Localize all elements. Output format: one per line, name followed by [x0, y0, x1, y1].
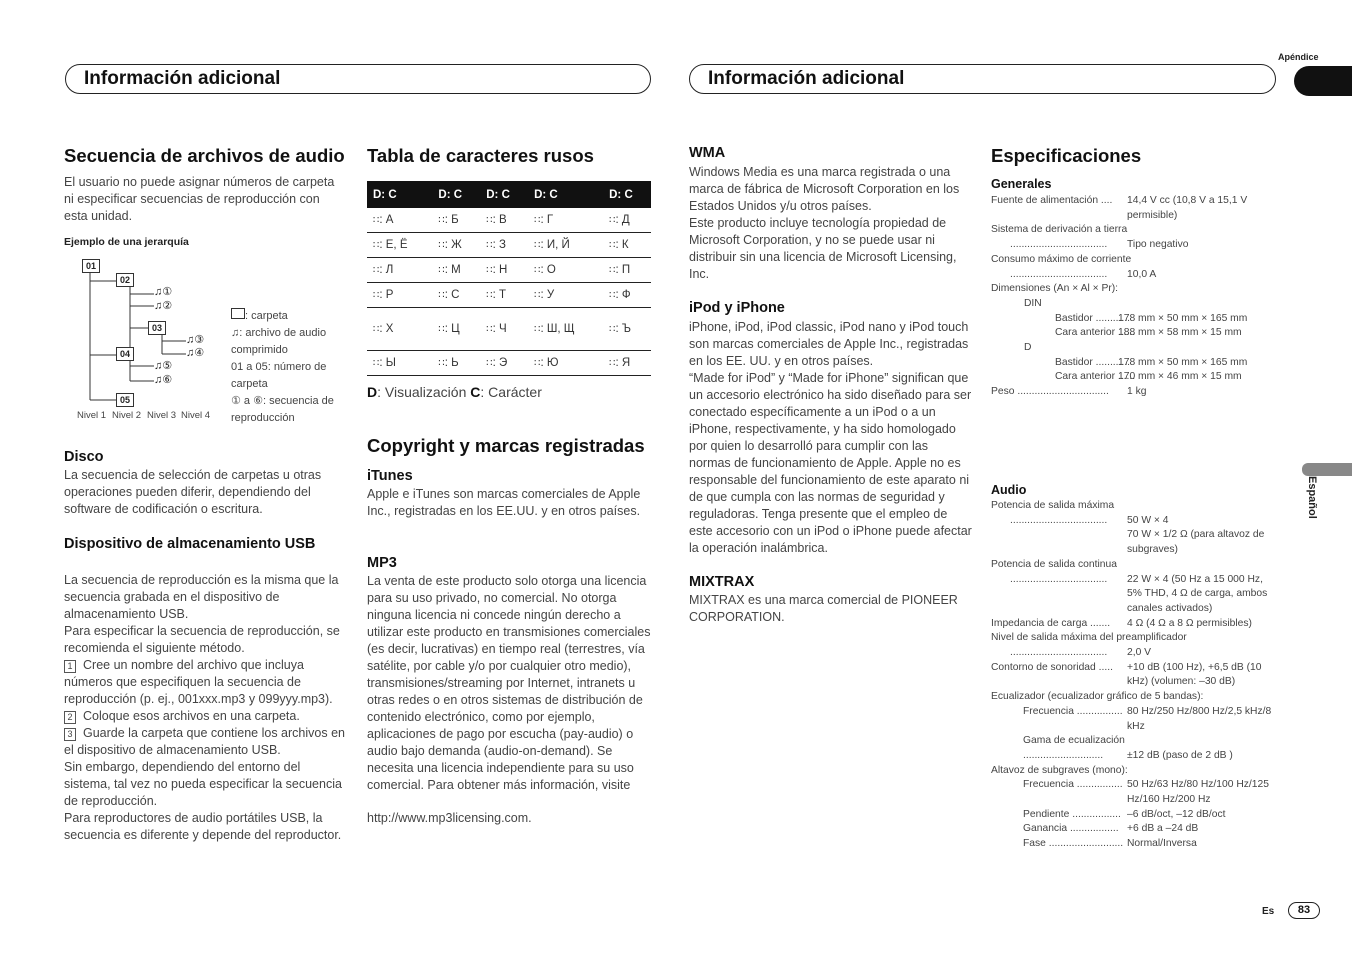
hierarchy-example-label: Ejemplo de una jerarquía: [64, 236, 189, 248]
ipod-text-1: iPhone, iPod, iPod classic, iPod nano y iPod touch son marcas comerciales de Apple Inc., registradas en los EE. UU. y en otros países.: [689, 320, 969, 368]
spec-row: [1023, 822, 1199, 837]
table-row: [367, 208, 651, 233]
spec-label: Cara anterior ......: [1055, 327, 1136, 339]
spec-row: [1023, 749, 1233, 764]
usb-step-1: 1 Cree un nombre del archivo que incluya números que especifiquen la secuencia de reproducción (p. ej., 001xxx.mp3 y 099yyy.mp3).: [64, 658, 333, 706]
spec-label: Altavoz de subgraves (mono):: [991, 764, 1128, 776]
table-cell: ∷: З: [480, 233, 528, 258]
character-value: Е, Ё: [385, 239, 408, 251]
mp3-title: MP3: [367, 555, 397, 571]
table-header-cell: D: C: [528, 181, 603, 208]
spec-label: Potencia de salida continua: [991, 558, 1117, 570]
file-4: ♫④: [186, 347, 205, 359]
spec-label: D: [1024, 342, 1032, 353]
spec-label: ..................................: [1010, 239, 1108, 251]
level-4: Nivel 4: [181, 410, 211, 421]
table-cell: ∷: Э: [480, 351, 528, 376]
character-value: Э: [499, 357, 508, 369]
hierarchy-lines: [76, 255, 236, 415]
table-cell: ∷: Д: [603, 208, 651, 233]
specs-title: Especificaciones: [991, 145, 1142, 166]
spec-label: Cara anterior ......: [1055, 371, 1136, 383]
character-value: Я: [621, 357, 631, 369]
display-glyph-icon: ∷: [486, 324, 493, 335]
character-value: П: [621, 264, 631, 276]
wma-title: WMA: [689, 145, 726, 161]
header-right-bar: [689, 64, 1276, 94]
table-row: [367, 308, 651, 351]
spec-row: [991, 617, 1252, 632]
table-cell: ∷: Н: [480, 258, 528, 283]
spec-row: [991, 253, 1131, 268]
spec-label: ..................................: [1010, 268, 1108, 280]
level-3: Nivel 3: [147, 410, 177, 421]
folder-02: 02: [116, 273, 134, 287]
display-glyph-icon: ∷: [609, 358, 616, 369]
spec-value: 50 Hz/63 Hz/80 Hz/100 Hz/125 Hz/160 Hz/200 Hz: [1127, 779, 1269, 805]
display-glyph-icon: ∷: [438, 358, 445, 369]
page-number: 83: [1288, 902, 1320, 919]
table-cell: ∷: Ю: [528, 351, 603, 376]
mixtrax-text: MIXTRAX es una marca comercial de PIONEER CORPORATION.: [689, 593, 958, 624]
display-glyph-icon: ∷: [438, 240, 445, 251]
spec-label: Frecuencia ................: [1023, 779, 1123, 791]
display-glyph-icon: ∷: [438, 324, 445, 335]
level-2: Nivel 2: [112, 410, 142, 421]
level-1: Nivel 1: [77, 410, 107, 421]
usb-step-2: 2 Coloque esos archivos en una carpeta.: [64, 708, 348, 725]
mp3-url: http://www.mp3licensing.com.: [367, 811, 532, 825]
spec-label: Gama de ecualización: [1023, 735, 1125, 747]
display-glyph-icon: ∷: [373, 290, 380, 301]
table-cell: ∷: В: [480, 208, 528, 233]
generales-title: Generales: [991, 177, 1052, 191]
spec-label: Bastidor ............: [1055, 312, 1130, 324]
disco-text: La secuencia de selección de carpetas u otras operaciones pueden diferir, dependiendo del software de codificación o escritura.: [64, 468, 322, 516]
spec-value: 1 kg: [1127, 386, 1147, 398]
music-note-icon: ♫: [154, 374, 163, 386]
table-header-cell: D: C: [603, 181, 651, 208]
audio-sequence-title: Secuencia de archivos de audio: [64, 145, 345, 166]
table-cell: ∷: С: [432, 283, 480, 308]
character-value: С: [451, 289, 460, 301]
legend-sequence: ① a ⑥: secuencia de reproducción: [231, 395, 334, 424]
spec-row: [1023, 734, 1125, 749]
language-tab: [1302, 463, 1352, 476]
display-glyph-icon: ∷: [438, 290, 445, 301]
display-glyph-icon: ∷: [534, 265, 541, 276]
usb-text-4: Para reproductores de audio portátiles USB, la secuencia es diferente y depende del reproductor.: [64, 811, 342, 842]
display-glyph-icon: ∷: [609, 240, 616, 251]
side-language-label: Español: [1306, 476, 1318, 519]
character-value: Ч: [499, 323, 507, 335]
spec-row: [1024, 341, 1031, 356]
spec-value: 10,0 A: [1127, 268, 1157, 280]
spec-value: 4 Ω (4 Ω a 8 Ω permisibles): [1127, 617, 1252, 629]
spec-row: [1010, 238, 1189, 253]
spec-value: 178 mm × 50 mm × 165 mm: [1118, 312, 1248, 324]
character-value: Ш, Щ: [546, 323, 575, 335]
spec-label: Fuente de alimentación ....: [991, 195, 1113, 206]
character-value: Х: [385, 323, 394, 335]
table-cell: ∷: Ф: [603, 283, 651, 308]
spec-label: ..................................: [1010, 514, 1108, 526]
disco-title: Disco: [64, 449, 104, 465]
itunes-title: iTunes: [367, 468, 413, 484]
spec-value: 188 mm × 58 mm × 15 mm: [1118, 327, 1242, 339]
spec-label: Contorno de sonoridad .....: [991, 661, 1113, 673]
character-value: Ж: [451, 239, 462, 251]
spec-label: ..................................: [1010, 647, 1108, 658]
table-cell: ∷: Т: [480, 283, 528, 308]
table-row: [367, 258, 651, 283]
character-value: У: [546, 289, 555, 301]
table-header-cell: D: C: [367, 181, 432, 208]
usb-title: Dispositivo de almacenamiento USB: [64, 536, 316, 552]
display-glyph-icon: ∷: [609, 324, 616, 335]
spec-value: 170 mm × 46 mm × 15 mm: [1118, 371, 1242, 383]
spec-row: [1010, 646, 1152, 661]
display-glyph-icon: ∷: [486, 240, 493, 251]
spec-label: Impedancia de carga .......: [991, 617, 1111, 629]
table-cell: ∷: У: [528, 283, 603, 308]
display-glyph-icon: ∷: [373, 240, 380, 251]
display-glyph-icon: ∷: [373, 265, 380, 276]
table-row: [367, 233, 651, 258]
table-cell: ∷: Г: [528, 208, 603, 233]
spec-value: +10 dB (100 Hz), +6,5 dB (10 kHz) (volumen: –30 dB): [1127, 661, 1262, 688]
usb-step-3: 3 Guarde la carpeta que contiene los archivos en el dispositivo de almacenamiento USB.: [64, 726, 345, 757]
display-glyph-icon: ∷: [609, 265, 616, 276]
file-1: ♫①: [154, 286, 173, 298]
character-value: Г: [546, 214, 554, 226]
usb-text-1: La secuencia de reproducción es la misma que la secuencia grabada en el dispositivo de almacenamiento USB.: [64, 573, 339, 621]
appendix-tab: [1294, 66, 1352, 96]
character-value: Р: [385, 289, 394, 301]
music-note-icon: ♫: [154, 360, 163, 372]
spec-row: [1055, 356, 1248, 371]
table-row: [367, 283, 651, 308]
display-glyph-icon: ∷: [534, 215, 541, 226]
spec-label: ..................................: [1010, 573, 1108, 585]
legend-file: ♫: archivo de audio comprimido: [231, 327, 327, 356]
spec-value: Tipo negativo: [1127, 239, 1189, 251]
character-value: Н: [499, 264, 508, 276]
spec-value: 2,0 V: [1127, 647, 1152, 658]
spec-row: [1023, 808, 1226, 823]
folder-03: 03: [148, 321, 166, 335]
table-cell: ∷: Я: [603, 351, 651, 376]
russian-table-title: Tabla de caracteres rusos: [367, 145, 594, 166]
spec-row: [1010, 514, 1169, 529]
spec-row: [991, 282, 1118, 297]
character-value: Д: [621, 214, 630, 226]
spec-value: –6 dB/oct, –12 dB/oct: [1127, 808, 1226, 820]
folder-05: 05: [116, 393, 134, 407]
spec-row: [991, 764, 1128, 779]
table-cell: ∷: А: [367, 208, 432, 233]
spec-row: [1055, 312, 1248, 327]
spec-label: Potencia de salida máxima: [991, 500, 1115, 511]
audio-title: Audio: [991, 483, 1027, 497]
spec-value: 50 W × 4: [1127, 514, 1169, 526]
usb-text-3: Sin embargo, dependiendo del entorno del sistema, tal vez no pueda especificar la secuencia de reproducción.: [64, 760, 342, 808]
display-glyph-icon: ∷: [534, 290, 541, 301]
spec-value: ±12 dB (paso de 2 dB ): [1127, 749, 1233, 761]
table-cell: ∷: Ъ: [603, 308, 651, 351]
appendix-label: Apéndice: [1278, 52, 1319, 62]
music-note-icon: ♫: [231, 327, 240, 339]
spec-row: [1055, 326, 1242, 341]
display-glyph-icon: ∷: [486, 215, 493, 226]
legend-folder: : carpeta: [231, 308, 343, 325]
header-left-title: Información adicional: [84, 68, 281, 89]
spec-row: [1010, 573, 1268, 614]
spec-row: [991, 385, 1147, 400]
character-value: И, Й: [546, 239, 570, 251]
spec-row: [991, 223, 1127, 238]
display-glyph-icon: ∷: [609, 215, 616, 226]
usb-text-2: Para especificar la secuencia de reproducción, se recomienda el siguiente método.: [64, 624, 340, 655]
spec-value: 14,4 V cc (10,8 V a 15,1 V permisible): [1127, 195, 1248, 221]
spec-row: [1023, 778, 1269, 805]
spec-label: Pendiente .................: [1023, 808, 1121, 820]
table-header-row: [367, 181, 651, 208]
spec-value: 178 mm × 50 mm × 165 mm: [1118, 356, 1248, 368]
table-cell: ∷: Ж: [432, 233, 480, 258]
spec-row: [1023, 705, 1272, 732]
table-cell: ∷: Ч: [480, 308, 528, 351]
display-glyph-icon: ∷: [534, 240, 541, 251]
header-right-title: Información adicional: [708, 68, 905, 89]
spec-label: Peso ................................: [991, 386, 1109, 398]
spec-row: [1023, 837, 1197, 852]
spec-label: Ganancia .................: [1023, 823, 1119, 835]
table-body: [367, 208, 651, 376]
table-row: [367, 351, 651, 376]
folder-04: 04: [116, 347, 134, 361]
file-6: ♫⑥: [154, 374, 173, 386]
character-value: Л: [385, 264, 394, 276]
folder-icon: [231, 308, 245, 319]
spec-label: DIN: [1024, 297, 1042, 309]
table-cell: ∷: Ь: [432, 351, 480, 376]
character-value: З: [499, 239, 506, 251]
display-glyph-icon: ∷: [373, 215, 380, 226]
spec-label: Dimensiones (An × Al × Pr):: [991, 283, 1119, 295]
table-cell: ∷: К: [603, 233, 651, 258]
file-5: ♫⑤: [154, 360, 173, 372]
music-note-icon: ♫: [186, 347, 195, 359]
table-cell: ∷: М: [432, 258, 480, 283]
table-cell: ∷: О: [528, 258, 603, 283]
character-value: Т: [499, 289, 507, 301]
spec-row: [991, 661, 1262, 688]
character-value: Ъ: [621, 323, 631, 335]
spec-label: Ecualizador (ecualizador gráfico de 5 bandas):: [991, 691, 1204, 703]
character-value: Ю: [546, 357, 559, 369]
spec-label: Nivel de salida máxima del preamplificador: [991, 632, 1187, 644]
spec-value: +6 dB a –24 dB: [1127, 823, 1199, 835]
spec-row: [991, 499, 1114, 514]
character-value: Ь: [451, 357, 459, 369]
spec-value: Normal/Inversa: [1127, 838, 1197, 850]
table-header-cell: D: C: [432, 181, 480, 208]
footer-lang: Es: [1262, 906, 1275, 917]
display-glyph-icon: ∷: [534, 324, 541, 335]
table-cell: ∷: Х: [367, 308, 432, 351]
display-glyph-icon: ∷: [486, 358, 493, 369]
spec-row: [991, 631, 1187, 646]
ipod-text-2: “Made for iPod” y “Made for iPhone” significan que un accesorio electrónico ha sido diseñado para ser conectado específicamente a un iPod o a un iPhone, respectivamente, y ha sido homologado por quien lo desarrolló para cumplir con las normas de funcionamiento de Apple. Apple no es responsable del funcionamiento de este aparato ni de que cumpla con las normas de seguridad y reguladoras. Tenga presente que el empleo de este accesorio con un iPod o iPhone puede afectar la operación inalámbrica.: [689, 371, 972, 555]
wma-text-2: Este producto incluye tecnología propiedad de Microsoft Corporation, y no se puede usar ni distribuir sin una licencia de Microsoft Licensing, Inc.: [689, 216, 957, 281]
music-note-icon: ♫: [154, 300, 163, 312]
table-cell: ∷: Е, Ё: [367, 233, 432, 258]
table-legend: D: Visualización C: Carácter: [367, 384, 542, 400]
file-3: ♫③: [186, 334, 205, 346]
spec-value: 70 W × 1/2 Ω (para altavoz de subgraves): [1127, 529, 1265, 556]
spec-value: 22 W × 4 (50 Hz a 15 000 Hz, 5% THD, 4 Ω de carga, ambos canales activados): [1127, 573, 1268, 614]
display-glyph-icon: ∷: [373, 324, 380, 335]
spec-row: [1055, 370, 1242, 385]
display-glyph-icon: ∷: [534, 358, 541, 369]
spec-label: Bastidor ............: [1055, 356, 1130, 368]
spec-label: Frecuencia ................: [1023, 705, 1123, 717]
spec-label: Sistema de derivación a tierra: [991, 224, 1128, 236]
file-2: ♫②: [154, 300, 173, 312]
folder-01: 01: [82, 259, 100, 273]
character-value: О: [546, 264, 556, 276]
character-value: Ф: [621, 289, 631, 301]
table-cell: ∷: Ш, Щ: [528, 308, 603, 351]
character-value: Ы: [385, 357, 396, 369]
spec-label: ............................: [1023, 749, 1104, 761]
character-value: Б: [451, 214, 459, 226]
ipod-title: iPod y iPhone: [689, 300, 785, 316]
spec-row: [991, 558, 1117, 573]
character-value: В: [499, 214, 507, 226]
table-cell: ∷: П: [603, 258, 651, 283]
music-note-icon: ♫: [154, 286, 163, 298]
display-glyph-icon: ∷: [373, 358, 380, 369]
spec-row: [991, 690, 1203, 705]
spec-label: Fase ..........................: [1023, 838, 1124, 850]
mixtrax-title: MIXTRAX: [689, 574, 755, 590]
table-cell: ∷: И, Й: [528, 233, 603, 258]
display-glyph-icon: ∷: [486, 265, 493, 276]
spec-row: [1010, 268, 1157, 283]
spec-value: 80 Hz/250 Hz/800 Hz/2,5 kHz/8 kHz: [1127, 705, 1272, 732]
legend-numbers: 01 a 05: número de carpeta: [231, 361, 327, 390]
display-glyph-icon: ∷: [438, 215, 445, 226]
display-glyph-icon: ∷: [486, 290, 493, 301]
table-cell: ∷: Ы: [367, 351, 432, 376]
character-value: М: [451, 264, 461, 276]
mp3-text: La venta de este producto solo otorga una licencia para su uso privado, no comercial. No otorga ninguna licencia ni concede ningún derecho a utilizar este producto en transmisiones comerciales (es decir, lucrativas) en tiempo real (terrestres, vía satélite, por cable y/o por cualquier otro medio), transmisiones/streaming por Internet, intranets u otras redes o en otros sistemas de distribución de contenido electrónico, como por ejemplo, aplicaciones de pago por escucha (pay-audio) o audio bajo demanda (audio-on-demand). Se necesita una licencia independiente para su uso comercial. Para obtener más información, visite: [367, 574, 651, 792]
spec-row: [1024, 297, 1042, 312]
display-glyph-icon: ∷: [609, 290, 616, 301]
character-value: Ц: [451, 323, 460, 335]
table-cell: ∷: Ц: [432, 308, 480, 351]
audio-sequence-intro: El usuario no puede asignar números de carpeta ni especificar secuencias de reproducción con esta unidad.: [64, 175, 335, 223]
table-header-cell: D: C: [480, 181, 528, 208]
music-note-icon: ♫: [186, 334, 195, 346]
russian-character-table: [367, 181, 651, 376]
table-cell: ∷: Л: [367, 258, 432, 283]
wma-text-1: Windows Media es una marca registrada o una marca de fábrica de Microsoft Corporation en los Estados Unidos y/u otros países.: [689, 165, 960, 213]
table-cell: ∷: Б: [432, 208, 480, 233]
itunes-text: Apple e iTunes son marcas comerciales de Apple Inc., registradas en los EE.UU. y en otros países.: [367, 487, 641, 518]
spec-label: Consumo máximo de corriente: [991, 253, 1132, 265]
character-value: К: [621, 239, 629, 251]
copyright-title: Copyright y marcas registradas: [367, 435, 645, 456]
header-left-bar: [65, 64, 651, 94]
display-glyph-icon: ∷: [438, 265, 445, 276]
table-cell: ∷: Р: [367, 283, 432, 308]
spec-row: [991, 194, 1248, 221]
character-value: А: [385, 214, 394, 226]
